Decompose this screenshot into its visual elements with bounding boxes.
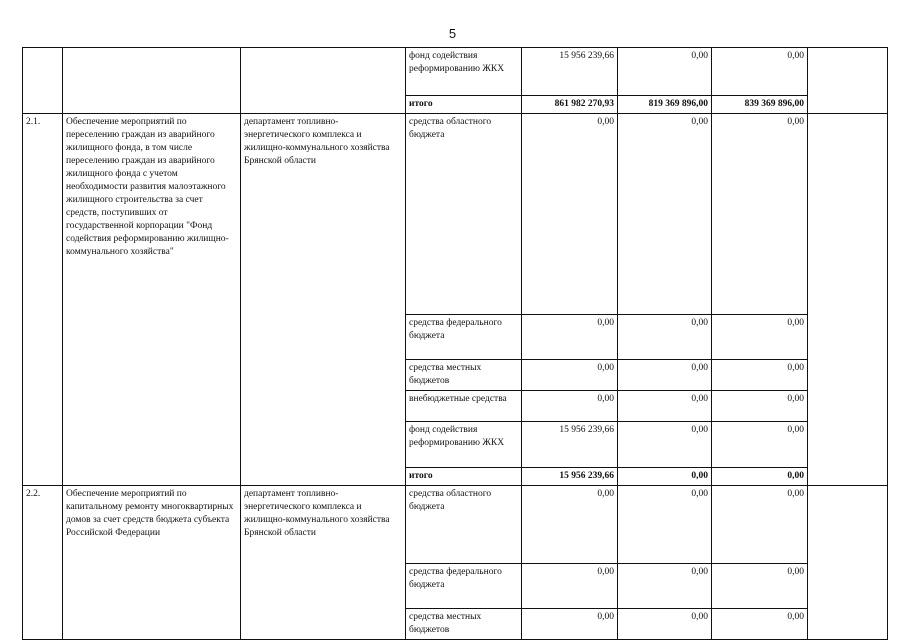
value-year-1: 15 956 239,66 (522, 422, 618, 468)
value-year-2: 0,00 (618, 360, 712, 391)
value-year-1: 0,00 (522, 486, 618, 564)
section-number-cell (23, 48, 63, 114)
value-year-1: 0,00 (522, 315, 618, 360)
table-row (23, 48, 888, 96)
note-cell (808, 486, 888, 640)
section-executor: департамент топливно-энергетического комплекса и жилищно-коммунального хозяйства Брянской области (241, 486, 406, 640)
value-year-3: 0,00 (712, 609, 808, 640)
funding-source: внебюджетные средства (406, 391, 522, 422)
value-year-3: 0,00 (712, 391, 808, 422)
value-year-3: 0,00 (712, 315, 808, 360)
value-year-2: 0,00 (618, 48, 712, 96)
value-year-2: 0,00 (618, 315, 712, 360)
budget-table (22, 47, 888, 640)
funding-source: средства областного бюджета (406, 114, 522, 315)
value-year-3: 0,00 (712, 564, 808, 609)
funding-source-total: итого (406, 468, 522, 486)
section-description: Обеспечение мероприятий по переселению граждан из аварийного жилищного фонда, в том числе переселению граждан из аварийного жилищного фонда с учетом необходимости развития малоэтажного жилищного строительства за счет средств, поступивших от государственной корпорации "Фонд содействия реформированию жилищно-коммунального хозяйства" (63, 114, 241, 486)
value-year-1: 0,00 (522, 114, 618, 315)
value-year-2: 0,00 (618, 564, 712, 609)
total-year-2: 0,00 (618, 468, 712, 486)
table-row (23, 114, 888, 315)
description-cell (63, 48, 241, 114)
funding-source: средства местных бюджетов (406, 609, 522, 640)
total-year-3: 0,00 (712, 468, 808, 486)
value-year-1: 15 956 239,66 (522, 48, 618, 96)
section-executor: департамент топливно-энергетического комплекса и жилищно-коммунального хозяйства Брянской области (241, 114, 406, 486)
total-year-2: 819 369 896,00 (618, 96, 712, 114)
table-row (23, 486, 888, 564)
total-year-1: 15 956 239,66 (522, 468, 618, 486)
value-year-2: 0,00 (618, 609, 712, 640)
funding-source-total: итого (406, 96, 522, 114)
value-year-3: 0,00 (712, 422, 808, 468)
value-year-1: 0,00 (522, 564, 618, 609)
value-year-3: 0,00 (712, 360, 808, 391)
funding-source: фонд содействия реформированию ЖКХ (406, 48, 522, 96)
funding-source: средства областного бюджета (406, 486, 522, 564)
funding-source: средства федерального бюджета (406, 315, 522, 360)
value-year-3: 0,00 (712, 114, 808, 315)
value-year-2: 0,00 (618, 114, 712, 315)
section-number: 2.2. (23, 486, 63, 640)
executor-cell (241, 48, 406, 114)
section-description: Обеспечение мероприятий по капитальному ремонту многоквартирных домов за счет средств бюджета субъекта Российской Федерации (63, 486, 241, 640)
value-year-1: 0,00 (522, 360, 618, 391)
funding-source: фонд содействия реформированию ЖКХ (406, 422, 522, 468)
value-year-1: 0,00 (522, 609, 618, 640)
total-year-1: 861 982 270,93 (522, 96, 618, 114)
section-number: 2.1. (23, 114, 63, 486)
note-cell (808, 114, 888, 486)
value-year-2: 0,00 (618, 422, 712, 468)
funding-source: средства федерального бюджета (406, 564, 522, 609)
note-cell (808, 48, 888, 114)
value-year-3: 0,00 (712, 48, 808, 96)
value-year-3: 0,00 (712, 486, 808, 564)
total-year-3: 839 369 896,00 (712, 96, 808, 114)
value-year-1: 0,00 (522, 391, 618, 422)
page-number: 5 (448, 26, 457, 41)
funding-source: средства местных бюджетов (406, 360, 522, 391)
value-year-2: 0,00 (618, 486, 712, 564)
value-year-2: 0,00 (618, 391, 712, 422)
